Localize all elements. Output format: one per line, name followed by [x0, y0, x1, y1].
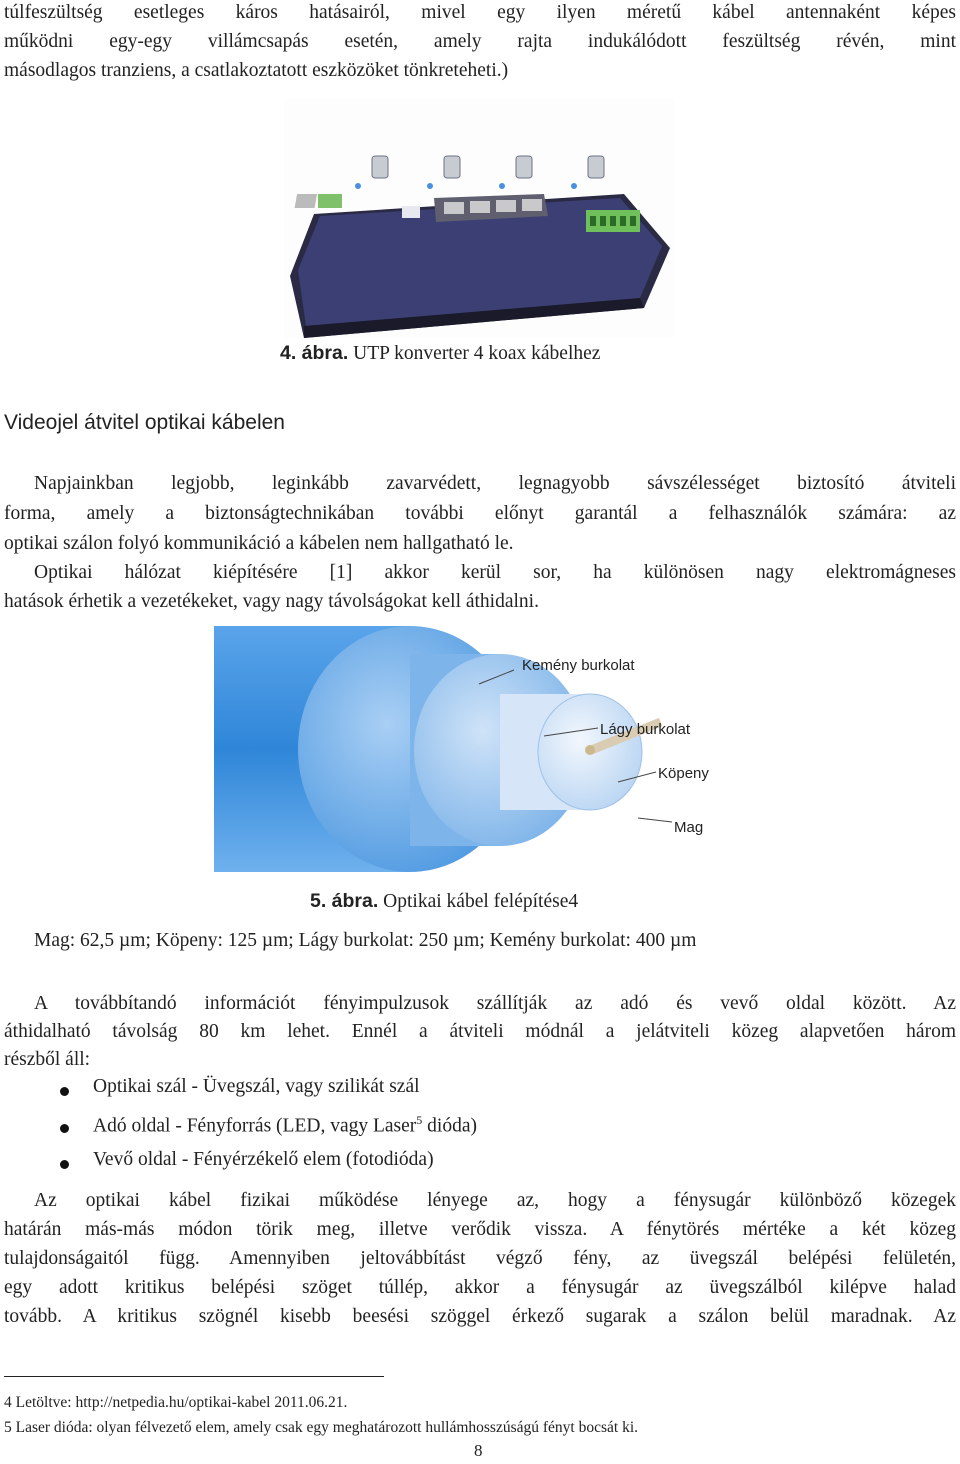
figure-4-caption-text: UTP konverter 4 koax kábelhez — [353, 343, 601, 364]
list-item-text: dióda) — [422, 1115, 477, 1137]
footnote-4: 4 Letöltve: http://netpedia.hu/optikai-kabel 2011.06.21. — [4, 1394, 348, 1411]
para1-line-3: optikai szálon folyó kommunikáció a kábelen nem hallgatható le. — [4, 533, 514, 554]
para2-line-1: Optikai hálózat kiépítésére [1] akkor kerül sor, ha különösen nagy elektromágneses — [34, 562, 956, 583]
intro-line-1: túlfeszültség esetleges káros hatásairól, mivel egy ilyen méretű kábel antennaként képes — [4, 2, 956, 23]
section-heading: Videojel átvitel optikai kábelen — [4, 411, 285, 434]
list-item: Vevő oldal - Fényérzékelő elem (fotodióda) — [93, 1149, 434, 1170]
figure-4-caption — [280, 342, 600, 365]
para4-line-4: egy adott kritikus belépési szöget túllép, akkor a fénysugár az üvegszálból kilépve halad — [4, 1277, 956, 1298]
label-cladding: Köpeny — [658, 765, 709, 782]
para4-line-5: tovább. A kritikus szögnél kisebb beesési szöggel érkező sugarak a szálon belül maradnak. Az — [4, 1306, 956, 1327]
bullet-marker — [60, 1087, 69, 1096]
footnote-ref: 5 — [416, 1113, 423, 1127]
bullet-marker — [60, 1124, 69, 1133]
para4-line-1: Az optikai kábel fizikai működése lényege az, hogy a fénysugár különböző közegek — [34, 1190, 956, 1211]
figure-5-caption-text: Optikai kábel felépítése4 — [383, 891, 579, 912]
list-item-text: Adó oldal - Fényforrás (LED, vagy Laser — [93, 1115, 417, 1137]
para4-line-3: tulajdonságaitól függ. Amennyiben jeltovábbítást végző fény, az üvegszál belépési felületén, — [4, 1248, 956, 1269]
footnote-5: 5 Laser dióda: olyan félvezető elem, amely csak egy meghatározott hullámhosszúságú fényt bocsát ki. — [4, 1419, 638, 1436]
utp-converter-image — [284, 98, 674, 338]
optical-cable-diagram — [214, 626, 734, 872]
para3-line-1: A továbbítandó információt fényimpulzusok szállítják az adó és vevő oldal között. Az — [34, 993, 956, 1014]
para1-line-1: Napjainkban legjobb, leginkább zavarvédett, legnagyobb sávszélességet biztosító átviteli — [34, 473, 956, 494]
intro-line-2: működni egy-egy villámcsapás esetén, amely rajta indukálódott feszültség révén, mint — [4, 31, 956, 52]
bullet-marker — [60, 1160, 69, 1169]
footnote-separator — [4, 1376, 384, 1377]
page-number: 8 — [474, 1441, 483, 1460]
figure-4-number: 4. ábra. — [280, 342, 349, 364]
label-core: Mag — [674, 819, 704, 836]
figure-5-number: 5. ábra. — [310, 890, 379, 912]
label-hard-cladding: Kemény burkolat — [522, 657, 635, 674]
para1-line-2: forma, amely a biztonságtechnikában további előnyt garantál a felhasználók számára: az — [4, 503, 956, 524]
list-item — [93, 1113, 477, 1138]
para3-line-3: részből áll: — [4, 1049, 91, 1070]
list-item: Optikai szál - Üvegszál, vagy szilikát szál — [93, 1076, 420, 1097]
figure-5-caption — [310, 890, 578, 913]
para4-line-2: határán más-más módon törik meg, illetve verődik vissza. A fénytörés mértéke a két közeg — [4, 1219, 956, 1240]
para2-line-2: hatások érhetik a vezetékeket, vagy nagy távolságokat kell áthidalni. — [4, 591, 539, 612]
para3-line-2: áthidalható távolság 80 km lehet. Ennél a átviteli módnál a jelátviteli közeg alapvetően három — [4, 1021, 956, 1042]
dimensions-line: Mag: 62,5 µm; Köpeny: 125 µm; Lágy burkolat: 250 µm; Kemény burkolat: 400 µm — [34, 930, 697, 951]
label-soft-cladding: Lágy burkolat — [600, 721, 691, 738]
intro-line-3: másodlagos tranziens, a csatlakoztatott eszközöket tönkreteheti.) — [4, 60, 509, 81]
